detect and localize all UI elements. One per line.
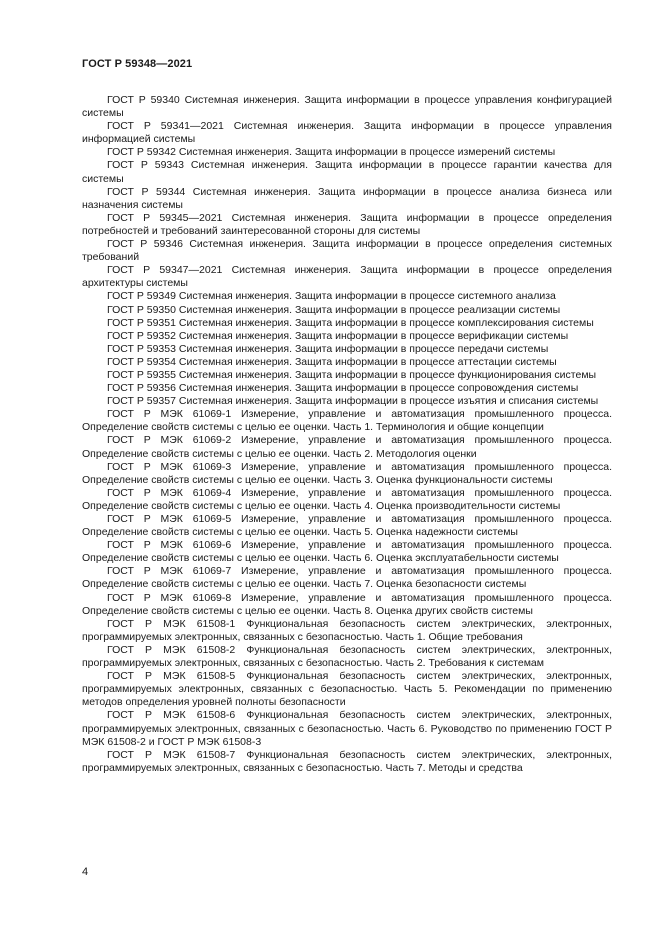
reference-item: ГОСТ Р МЭК 61069-1 Измерение, управление и автоматизация промышленного процесса. Определение свойств системы с целью ее оценки. Часть 1. Терминология и общие концепции: [82, 408, 612, 434]
reference-item: ГОСТ Р 59349 Системная инженерия. Защита информации в процессе системного анализа: [107, 290, 556, 303]
reference-item: ГОСТ Р 59355 Системная инженерия. Защита информации в процессе функционирования системы: [107, 368, 597, 381]
reference-item: ГОСТ Р 59354 Системная инженерия. Защита информации в процессе аттестации системы: [107, 355, 557, 368]
reference-item: ГОСТ Р МЭК 61069-6 Измерение, управление и автоматизация промышленного процесса. Определение свойств системы с целью ее оценки. Часть 6. Оценка эксплуатабельности системы: [82, 539, 612, 565]
reference-item: ГОСТ Р 59341—2021 Системная инженерия. Защита информации в процессе управления информацией системы: [82, 120, 612, 146]
reference-item: ГОСТ Р МЭК 61508-2 Функциональная безопасность систем электрических, электронных, программируемых электронных, связанных с безопасностью. Часть 2. Требования к системам: [82, 643, 612, 670]
reference-item: ГОСТ Р МЭК 61508-1 Функциональная безопасность систем электрических, электронных, программируемых электронных, связанных с безопасностью. Часть 1. Общие требования: [82, 617, 612, 643]
reference-item: ГОСТ Р МЭК 61069-3 Измерение, управление и автоматизация промышленного процесса. Определение свойств системы с целью ее оценки. Часть 3. Оценка функциональности системы: [82, 460, 612, 486]
document-header: ГОСТ Р 59348—2021: [82, 58, 193, 70]
reference-item: ГОСТ Р МЭК 61508-6 Функциональная безопасность систем электрических, электронных, программируемых электронных, связанных с безопасностью. Часть 6. Руководство по применению ГОСТ Р МЭК 61508-2 и ГОСТ Р МЭК 61508-3: [82, 709, 612, 748]
reference-item: ГОСТ Р 59351 Системная инженерия. Защита информации в процессе комплексирования системы: [107, 316, 594, 329]
reference-item: ГОСТ Р 59342 Системная инженерия. Защита информации в процессе измерений системы: [107, 146, 556, 159]
reference-item: ГОСТ Р 59356 Системная инженерия. Защита информации в процессе сопровождения системы: [107, 382, 579, 395]
reference-item: ГОСТ Р МЭК 61508-5 Функциональная безопасность систем электрических, электронных, программируемых электронных, связанных с безопасностью. Часть 5. Рекомендации по применению методов определения уровней полноты безопасности: [82, 670, 612, 709]
reference-item: ГОСТ Р 59347—2021 Системная инженерия. Защита информации в процессе определения архитектуры системы: [82, 264, 612, 290]
reference-item: ГОСТ Р 59340 Системная инженерия. Защита информации в процессе управления конфигурацией системы: [82, 94, 612, 120]
reference-item: ГОСТ Р 59343 Системная инженерия. Защита информации в процессе гарантии качества для системы: [82, 159, 612, 185]
page-number: 4: [82, 866, 89, 878]
reference-item: ГОСТ Р 59345—2021 Системная инженерия. Защита информации в процессе определения потребностей и требований заинтересованной стороны для системы: [82, 211, 612, 237]
reference-item: ГОСТ Р МЭК 61069-5 Измерение, управление и автоматизация промышленного процесса. Определение свойств системы с целью ее оценки. Часть 5. Оценка надежности системы: [82, 513, 612, 539]
reference-item: ГОСТ Р МЭК 61069-8 Измерение, управление и автоматизация промышленного процесса. Определение свойств системы с целью ее оценки. Часть 8. Оценка других свойств системы: [82, 591, 612, 617]
reference-item: ГОСТ Р 59352 Системная инженерия. Защита информации в процессе верификации системы: [107, 329, 569, 342]
reference-item: ГОСТ Р 59346 Системная инженерия. Защита информации в процессе определения системных требований: [82, 238, 612, 264]
reference-item: ГОСТ Р 59350 Системная инженерия. Защита информации в процессе реализации системы: [107, 303, 561, 316]
reference-list: [82, 94, 612, 775]
reference-item: ГОСТ Р 59353 Системная инженерия. Защита информации в процессе передачи системы: [107, 342, 549, 355]
reference-item: ГОСТ Р МЭК 61069-7 Измерение, управление и автоматизация промышленного процесса. Определение свойств системы с целью ее оценки. Часть 7. Оценка безопасности системы: [82, 565, 612, 591]
reference-item: ГОСТ Р МЭК 61069-4 Измерение, управление и автоматизация промышленного процесса. Определение свойств системы с целью ее оценки. Часть 4. Оценка производительности системы: [82, 486, 612, 512]
reference-item: ГОСТ Р МЭК 61508-7 Функциональная безопасность систем электрических, электронных, программируемых электронных, связанных с безопасностью. Часть 7. Методы и средства: [82, 748, 612, 774]
reference-item: ГОСТ Р 59357 Системная инженерия. Защита информации в процессе изъятия и списания системы: [107, 395, 599, 408]
reference-item: ГОСТ Р 59344 Системная инженерия. Защита информации в процессе анализа бизнеса или назначения системы: [82, 185, 612, 211]
reference-item: ГОСТ Р МЭК 61069-2 Измерение, управление и автоматизация промышленного процесса. Определение свойств системы с целью ее оценки. Часть 2. Методология оценки: [82, 434, 612, 460]
